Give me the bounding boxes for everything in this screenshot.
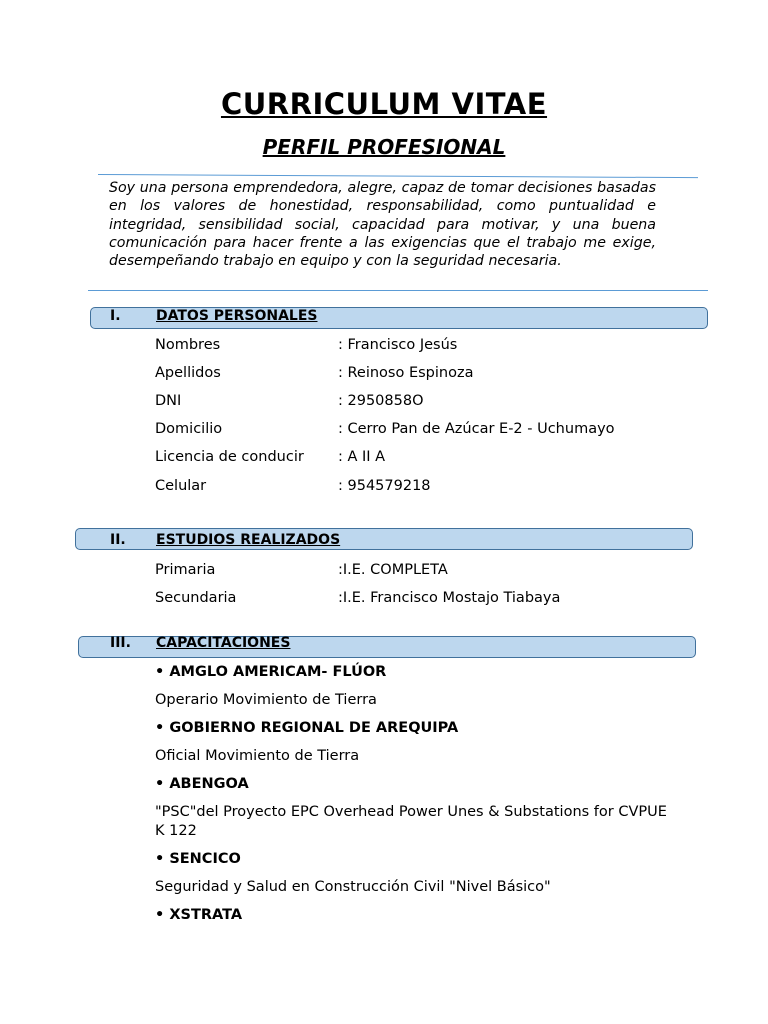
field-label-secundaria: Secundaria: [155, 590, 237, 606]
field-value-domicilio: : Cerro Pan de Azúcar E-2 - Uchumayo: [338, 421, 615, 437]
document-subtitle: PERFIL PROFESIONAL: [262, 135, 506, 159]
field-value-celular: : 954579218: [338, 478, 431, 494]
section-number: I.: [110, 308, 121, 324]
field-label-nombres: Nombres: [155, 337, 221, 353]
training-item-name: • GOBIERNO REGIONAL DE AREQUIPA: [155, 720, 459, 736]
training-item-name: • ABENGOA: [155, 776, 249, 792]
profile-paragraph: Soy una persona emprendedora, alegre, capaz de tomar decisiones basadas en los valores de honestidad, responsabilidad, como puntualidad e integridad, sensibilidad social, capacidad para motivar, y una buena comunicación para hacer frente a las exigencias que el trabajo me exige, desempeñando trabajo en equipo y con la seguridad necesaria.: [109, 180, 656, 270]
section-number: II.: [110, 532, 126, 548]
training-item-detail: "PSC"del Proyecto EPC Overhead Power Unes & Substations for CVPUE K 122: [155, 804, 667, 839]
section-number: III.: [110, 635, 131, 651]
divider-top: [98, 174, 698, 178]
training-item-name: • AMGLO AMERICAM- FLÚOR: [155, 664, 387, 680]
field-label-celular: Celular: [155, 478, 207, 494]
section-title-personal: DATOS PERSONALES: [156, 308, 318, 324]
divider-bottom: [88, 290, 708, 291]
field-label-licencia: Licencia de conducir: [155, 449, 304, 465]
field-value-dni: : 2950858O: [338, 393, 424, 409]
field-label-apellidos: Apellidos: [155, 365, 221, 381]
field-label-dni: DNI: [155, 393, 182, 409]
training-item-detail: Seguridad y Salud en Construcción Civil "Nivel Básico": [155, 879, 551, 895]
field-value-licencia: : A II A: [338, 449, 386, 465]
training-item-detail: Operario Movimiento de Tierra: [155, 692, 377, 708]
field-value-primaria: :I.E. COMPLETA: [338, 562, 448, 578]
document-title: CURRICULUM VITAE: [220, 87, 548, 121]
field-label-primaria: Primaria: [155, 562, 216, 578]
field-value-secundaria: :I.E. Francisco Mostajo Tiabaya: [338, 590, 561, 606]
training-item-name: • SENCICO: [155, 851, 241, 867]
section-title-training: CAPACITACIONES: [156, 635, 291, 651]
field-label-domicilio: Domicilio: [155, 421, 223, 437]
field-value-apellidos: : Reinoso Espinoza: [338, 365, 474, 381]
field-value-nombres: : Francisco Jesús: [338, 337, 458, 353]
section-title-studies: ESTUDIOS REALIZADOS: [156, 532, 341, 548]
training-item-name: • XSTRATA: [155, 907, 243, 923]
training-item-detail: Oficial Movimiento de Tierra: [155, 748, 360, 764]
